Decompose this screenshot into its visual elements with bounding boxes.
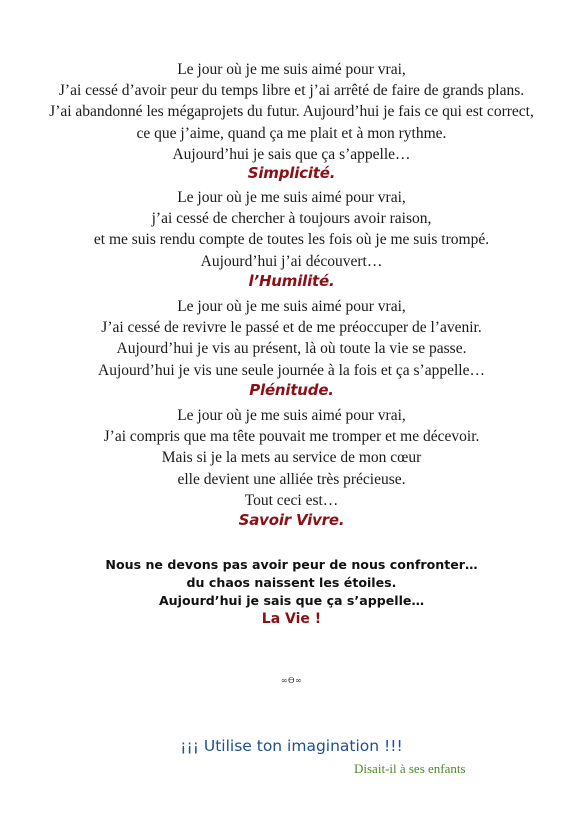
stanza-line: Tout ceci est… (244, 491, 339, 509)
stanza-line: Le jour où je me suis aimé pour vrai, (177, 407, 406, 424)
keyword-simplicite: Simplicité. (247, 164, 336, 182)
stanza-line: J’ai compris que ma tête pouvait me tromper et me décevoir. (103, 428, 480, 446)
keyword-humilite: l’Humilité. (248, 272, 335, 290)
stanza-4 (0, 405, 583, 511)
stanza-1 (0, 59, 583, 165)
stanza-line: J’ai cessé d’avoir peur du temps libre et j’ai arrêté de faire de grands plans. (58, 82, 525, 100)
stanza-2 (0, 187, 583, 272)
stanza-line: et me suis rendu compte de toutes les fois où je me suis trompé. (93, 231, 490, 249)
closing-paragraph (0, 556, 583, 610)
closing-line: Aujourd’hui je sais que ça s’appelle… (158, 593, 425, 608)
stanza-line: J’ai cessé de revivre le passé et de me préoccuper de l’avenir. (101, 319, 482, 337)
stanza-line: Aujourd’hui j’ai découvert… (200, 252, 383, 270)
stanza-line: elle devient une alliée très précieuse. (177, 470, 406, 488)
stanza-line: Le jour où je me suis aimé pour vrai, (177, 189, 406, 206)
final-word: La Vie ! (261, 611, 322, 627)
stanza-line: Aujourd’hui je sais que ça s’appelle… (172, 145, 411, 163)
stanza-line: Le jour où je me suis aimé pour vrai, (177, 61, 406, 78)
keyword-plenitude: Plénitude. (249, 381, 334, 399)
stanza-line: Aujourd’hui je vis une seule journée à la fois et ça s’appelle… (98, 361, 485, 379)
stanza-line: j’ai cessé de chercher à toujours avoir raison, (151, 210, 432, 228)
imagination-line: ¡¡¡ Utilise ton imagination !!! (180, 737, 403, 755)
stanza-3 (0, 296, 583, 381)
closing-line: du chaos naissent les étoiles. (186, 575, 397, 590)
keyword-savoir-vivre: Savoir Vivre. (238, 511, 345, 529)
closing-line: Nous ne devons pas avoir peur de nous confronter… (105, 557, 478, 572)
stanza-line: J’ai abandonné les mégaprojets du futur. Aujourd’hui je fais ce qui est correct, (49, 103, 534, 121)
stanza-line: Le jour où je me suis aimé pour vrai, (177, 298, 406, 315)
stanza-line: ce que j’aime, quand ça me plait et à mon rythme. (136, 124, 447, 142)
stanza-line: Mais si je la mets au service de mon cœur (161, 449, 422, 467)
signature-line: Disait-il à ses enfants (354, 761, 466, 776)
stanza-line: Aujourd’hui je vis au présent, là où toute la vie se passe. (116, 340, 467, 358)
ornament-divider: ∞ϴ∞ (280, 676, 303, 685)
